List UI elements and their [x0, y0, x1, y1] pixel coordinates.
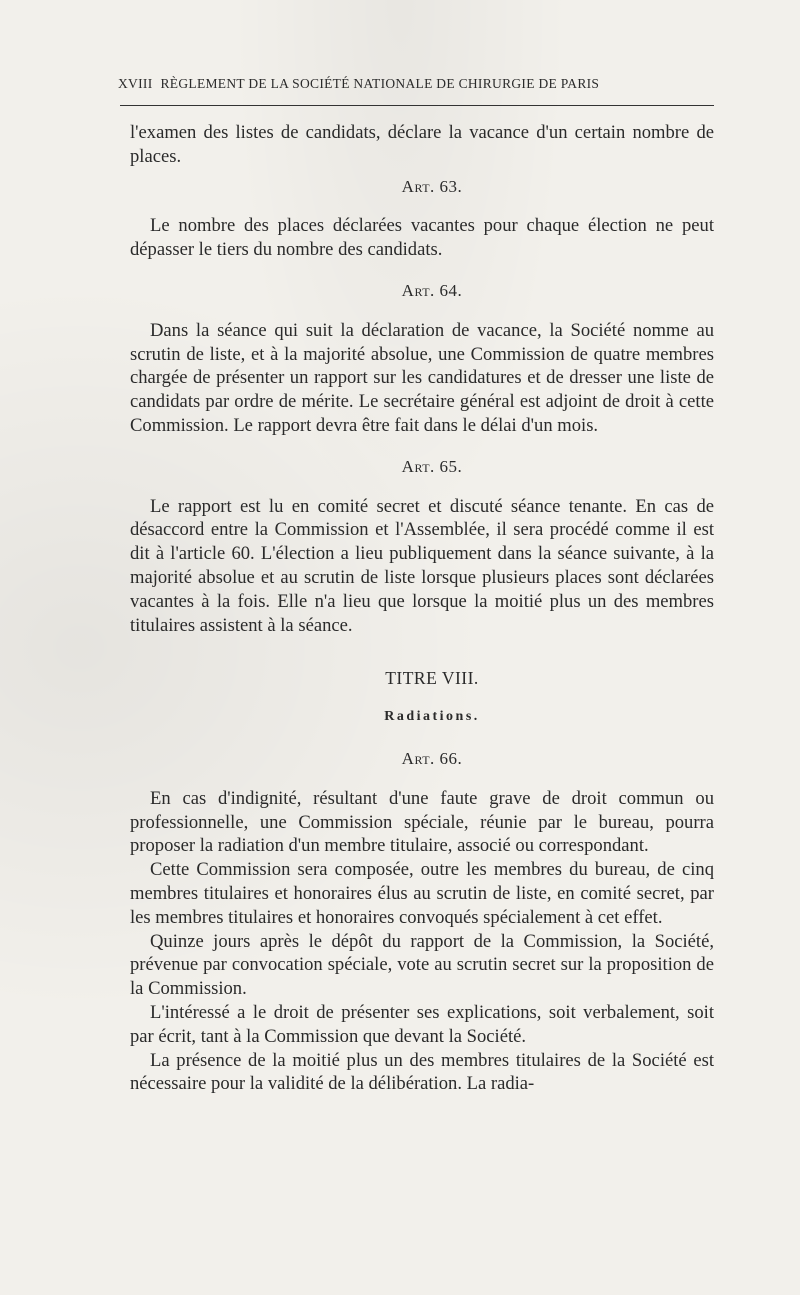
running-title: RÈGLEMENT DE LA SOCIÉTÉ NATIONALE DE CHIRURGIE DE PARIS	[160, 76, 600, 91]
body-text	[130, 121, 714, 1096]
section-subtitle: Radiations.	[384, 709, 480, 725]
section-title: TITRE VIII.	[385, 668, 479, 689]
article-66-paragraph-4: L'intéressé a le droit de présenter ses explications, soit verbalement, soit par écrit, tant à la Commission que devant la Société.	[130, 1001, 714, 1047]
article-63-heading: Art. 63.	[401, 176, 463, 196]
article-66-heading: Art. 66.	[401, 748, 463, 768]
article-65-paragraph: Le rapport est lu en comité secret et discuté séance tenante. En cas de désaccord entre la Commission et l'Assemblée, il sera procédé comme il est dit à l'article 60. L'élection a lieu publiquement dans la séance suivante, à la majorité absolue et au scrutin de liste lorsque plusieurs places sont déclarées vacantes à la fois. Elle n'a lieu que lorsque la moitié plus un des membres titulaires assistent à la séance.	[130, 495, 714, 636]
article-66-paragraph-3: Quinze jours après le dépôt du rapport de la Commission, la Société, prévenue par convocation spéciale, vote au scrutin secret sur la proposition de la Commission.	[130, 930, 714, 1000]
header-rule	[120, 105, 714, 106]
article-63-paragraph: Le nombre des places déclarées vacantes pour chaque élection ne peut dépasser le tiers du nombre des candidats.	[130, 215, 714, 261]
article-64-heading: Art. 64.	[401, 280, 463, 300]
page-folio: XVIII	[118, 76, 153, 91]
article-66-paragraph-2: Cette Commission sera composée, outre les membres du bureau, de cinq membres titulaires et honoraires élus au scrutin de liste, en comité secret, par les membres titulaires et honoraires convoqués spécialement à cet effet.	[130, 859, 714, 928]
article-65-heading: Art. 65.	[401, 456, 463, 476]
intro-paragraph: l'examen des listes de candidats, déclare la vacance d'un certain nombre de places.	[130, 122, 714, 167]
article-66-paragraph-1: En cas d'indignité, résultant d'une faute grave de droit commun ou professionnelle, une Commission spéciale, réunie par le bureau, pourra proposer la radiation d'un membre titulaire, associé ou correspondant.	[130, 787, 714, 857]
article-66-paragraph-5: La présence de la moitié plus un des membres titulaires de la Société est nécessaire pour la validité de la délibération. La radia-	[130, 1049, 714, 1095]
article-64-paragraph: Dans la séance qui suit la déclaration de vacance, la Société nomme au scrutin de liste, et à la majorité absolue, une Commission de quatre membres chargée de présenter un rapport sur les candidatures et de dresser une liste de candidats par ordre de mérite. Le secrétaire général est adjoint de droit à cette Commission. Le rapport devra être fait dans le délai d'un mois.	[130, 319, 714, 436]
running-header	[118, 76, 716, 92]
